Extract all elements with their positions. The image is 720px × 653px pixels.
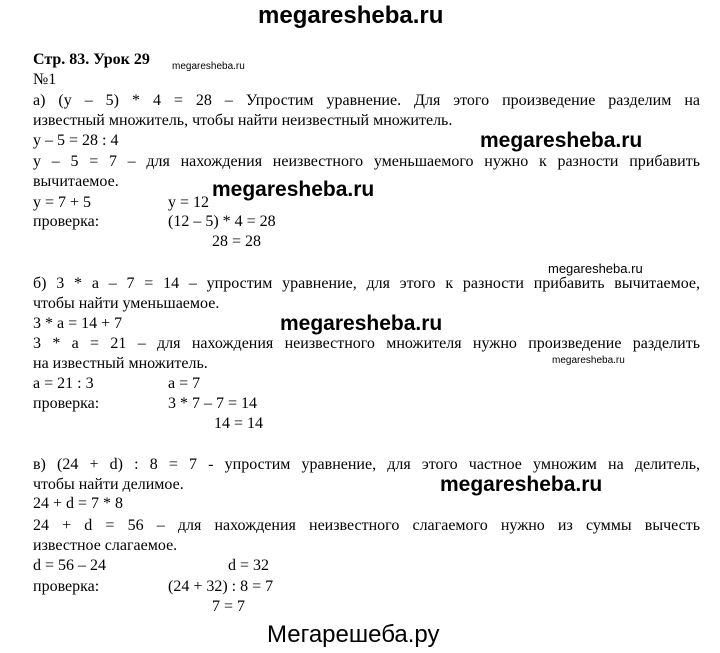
part-c-check2: 7 = 7: [212, 598, 246, 615]
part-a-line1: а) (y – 5) * 4 = 28 – Упростим уравнение. Для этого произведение разделим на: [33, 92, 700, 109]
part-b-line6a: a = 21 : 3: [33, 375, 94, 392]
part-a-check1: (12 – 5) * 4 = 28: [168, 213, 276, 230]
part-c-line3: 24 + d = 7 * 8: [33, 495, 124, 512]
part-b-line6b: a = 7: [168, 375, 201, 392]
title-watermark: megaresheba.ru: [172, 61, 245, 72]
watermark-5: megaresheba.ru: [552, 355, 625, 366]
part-c-line4: 24 + d = 56 – для нахождения неизвестного слагаемого нужно из суммы вычесть: [33, 517, 700, 534]
page-title: Стр. 83. Урок 29: [33, 51, 150, 68]
header-watermark: megaresheba.ru: [258, 2, 444, 29]
part-b-line2: чтобы найти уменьшаемое.: [33, 295, 220, 312]
part-a-line6b: y = 12: [168, 194, 210, 211]
part-b-check1: 3 * 7 – 7 = 14: [168, 395, 258, 412]
part-a-line5: вычитаемое.: [33, 173, 119, 190]
part-a-line3: y – 5 = 28 : 4: [33, 132, 119, 149]
footer-watermark: Мегарешеба.ру: [267, 621, 440, 648]
part-c-line6a: d = 56 – 24: [33, 557, 107, 574]
part-c-line6b: d = 32: [228, 557, 270, 574]
watermark-1: megaresheba.ru: [480, 129, 643, 152]
part-b-line3: 3 * a = 14 + 7: [33, 315, 123, 332]
task-number: №1: [33, 71, 57, 88]
watermark-2: megaresheba.ru: [212, 178, 375, 201]
part-a-check2: 28 = 28: [212, 233, 262, 250]
part-a-line6a: y = 7 + 5: [33, 194, 92, 211]
part-c-line2: чтобы найти делимое.: [33, 476, 184, 493]
part-b-check2: 14 = 14: [214, 415, 264, 432]
part-b-line5: на известный множитель.: [33, 355, 208, 372]
part-a-line2: известный множитель, чтобы найти неизвестный множитель.: [33, 112, 453, 129]
part-b-check-label: проверка:: [33, 395, 100, 412]
watermark-4: megaresheba.ru: [280, 312, 443, 335]
part-c-check-label: проверка:: [33, 578, 100, 595]
part-a-check-label: проверка:: [33, 213, 100, 230]
part-c-check1: (24 + 32) : 8 = 7: [168, 578, 274, 595]
part-b-line4: 3 * a = 21 – для нахождения неизвестного множителя нужно произведение разделить: [33, 335, 700, 352]
part-a-line4: y – 5 = 7 – для нахождения неизвестного уменьшаемого нужно к разности прибавить: [33, 153, 700, 170]
part-c-line1: в) (24 + d) : 8 = 7 - упростим уравнение, для этого частное умножим на делитель,: [33, 456, 700, 473]
watermark-3: megaresheba.ru: [548, 261, 643, 276]
watermark-6: megaresheba.ru: [440, 473, 603, 496]
part-b-line1: б) 3 * a – 7 = 14 – упростим уравнение, для этого к разности прибавить вычитаемое,: [33, 275, 700, 292]
part-c-line5: известное слагаемое.: [33, 537, 178, 554]
